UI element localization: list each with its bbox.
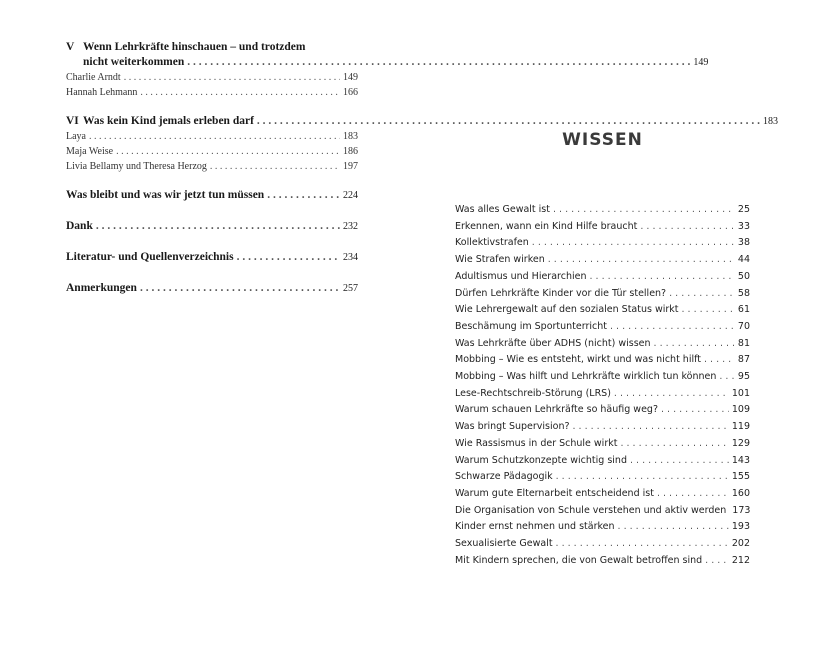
- section-title-line: Wenn Lehrkräfte hinschauen – und trotzdem: [83, 41, 306, 53]
- toc-section-v: [66, 40, 709, 100]
- entry-title: Anmerkungen: [66, 282, 137, 294]
- page-number: 50: [737, 270, 750, 282]
- page-number: 202: [731, 538, 750, 550]
- entry-title: Sexualisierte Gewalt: [455, 538, 553, 550]
- page-number: 143: [731, 454, 750, 466]
- dot-leader: [548, 252, 735, 269]
- section-number: V: [66, 41, 75, 53]
- page-number: 183: [763, 116, 779, 127]
- toc-standalone-entry[interactable]: [66, 188, 358, 203]
- entry-title: Kollektivstrafen: [455, 237, 529, 249]
- entry-title: Lese-Rechtschreib-Störung (LRS): [455, 387, 611, 399]
- entry-title: Was alles Gewalt ist: [455, 204, 550, 215]
- page-number: 234: [343, 252, 358, 263]
- dot-leader: [556, 536, 729, 553]
- entry-title: Warum gute Elternarbeit entscheidend ist: [455, 487, 654, 499]
- wissen-entry[interactable]: [455, 352, 750, 369]
- wissen-list: [455, 202, 750, 569]
- page-number: 155: [731, 471, 750, 483]
- page-number: 101: [731, 387, 750, 399]
- wissen-entry[interactable]: [455, 503, 750, 520]
- dot-leader: [140, 281, 340, 296]
- page-number: 95: [737, 371, 750, 383]
- dot-leader: [719, 369, 735, 386]
- toc-entry[interactable]: [66, 129, 358, 144]
- entry-title: Mit Kindern sprechen, die von Gewalt betroffen sind: [455, 554, 703, 566]
- wissen-entry[interactable]: [455, 453, 750, 470]
- entry-title: Dürfen Lehrkräfte Kinder vor die Tür stellen?: [455, 287, 667, 299]
- wissen-entry[interactable]: [455, 553, 750, 570]
- dot-leader: [620, 436, 728, 453]
- entry-title: Wie Strafen wirken: [455, 254, 545, 266]
- wissen-entry[interactable]: [455, 386, 750, 403]
- section-title: Was kein Kind jemals erleben darf: [83, 115, 254, 127]
- page-number: 109: [731, 404, 750, 416]
- page-number: 193: [731, 521, 750, 533]
- dot-leader: [661, 402, 729, 419]
- page-number: 58: [737, 287, 750, 299]
- dot-leader: [682, 302, 735, 319]
- wissen-entry[interactable]: [455, 219, 750, 236]
- page-number: 257: [343, 283, 358, 294]
- entry-title: Erkennen, wann ein Kind Hilfe braucht: [455, 220, 638, 232]
- page-number: 149: [693, 57, 709, 68]
- dot-leader: [210, 159, 340, 174]
- dot-leader: [532, 235, 735, 252]
- entry-title: Kinder ernst nehmen und stärken: [455, 521, 615, 533]
- page-number: 61: [737, 304, 750, 316]
- dot-leader: [640, 219, 735, 236]
- wissen-entry[interactable]: [455, 419, 750, 436]
- page-number: 197: [343, 161, 358, 172]
- dot-leader: [669, 286, 735, 303]
- page-number: 33: [737, 220, 750, 232]
- dot-leader: [630, 453, 729, 470]
- dot-leader: [705, 553, 729, 570]
- page-number: 70: [737, 320, 750, 332]
- dot-leader: [267, 188, 340, 203]
- page-number: 44: [737, 254, 750, 266]
- wissen-entry[interactable]: [455, 469, 750, 486]
- entry-title: Mobbing – Wie es entsteht, wirkt und was nicht hilft: [455, 354, 702, 366]
- wissen-entry[interactable]: [455, 336, 750, 353]
- page-number: 160: [731, 487, 750, 499]
- wissen-heading: WISSEN: [562, 130, 643, 150]
- dot-leader: [237, 250, 340, 265]
- entry-title: Wie Rassismus in der Schule wirkt: [455, 437, 618, 449]
- section-number: VI: [66, 115, 79, 127]
- section-title-line: nicht weiterkommen: [83, 56, 185, 68]
- wissen-entry[interactable]: [455, 235, 750, 252]
- entry-title: Dank: [66, 220, 93, 232]
- page-number: 119: [731, 421, 750, 433]
- wissen-entry[interactable]: [455, 402, 750, 419]
- page-number: 25: [737, 204, 750, 215]
- dot-leader: [657, 486, 729, 503]
- page-number: 87: [737, 354, 750, 366]
- dot-leader: [124, 70, 340, 85]
- entry-title: Die Organisation von Schule verstehen und aktiv werden: [455, 504, 727, 516]
- dot-leader: [573, 419, 729, 436]
- toc-section-heading[interactable]: [66, 114, 779, 129]
- toc-entry[interactable]: [66, 144, 358, 159]
- dot-leader: [610, 319, 735, 336]
- entry-title: Schwarze Pädagogik: [455, 471, 553, 483]
- page-number: 183: [343, 131, 358, 142]
- entry-title: Hannah Lehmann: [66, 87, 138, 98]
- page-number: 38: [737, 237, 750, 249]
- toc-section-heading[interactable]: [66, 40, 709, 70]
- toc-entry[interactable]: [66, 159, 358, 174]
- page-number: 173: [732, 504, 750, 516]
- page-number: 149: [343, 72, 358, 83]
- entry-title: Was bleibt und was wir jetzt tun müssen: [66, 189, 265, 201]
- page-number: 166: [343, 87, 358, 98]
- page-number: 232: [343, 221, 358, 232]
- page-number: 186: [343, 146, 358, 157]
- entry-title: Was Lehrkräfte über ADHS (nicht) wissen: [455, 337, 651, 349]
- dot-leader: [96, 219, 340, 234]
- dot-leader: [614, 386, 729, 403]
- dot-leader: [553, 202, 735, 219]
- page-number: 81: [737, 337, 750, 349]
- dot-leader: [704, 352, 735, 369]
- dot-leader: [140, 85, 340, 100]
- entry-title: Mobbing – Was hilft und Lehrkräfte wirklich tun können: [455, 371, 717, 383]
- page-number: 129: [731, 437, 750, 449]
- entry-title: Beschämung im Sportunterricht: [455, 320, 608, 332]
- entry-title: Was bringt Supervision?: [455, 421, 570, 433]
- toc-entry[interactable]: [66, 85, 358, 100]
- dot-leader: [187, 55, 690, 70]
- wissen-entry[interactable]: [455, 252, 750, 269]
- toc-standalone-entry[interactable]: [66, 281, 358, 296]
- entry-title: Warum schauen Lehrkräfte so häufig weg?: [455, 404, 658, 416]
- entry-title: Livia Bellamy und Theresa Herzog: [66, 161, 207, 172]
- wissen-entry[interactable]: [455, 486, 750, 503]
- toc-entry[interactable]: [66, 70, 358, 85]
- toc-right-page: [455, 130, 750, 569]
- wissen-entry[interactable]: [455, 436, 750, 453]
- dot-leader: [116, 144, 340, 159]
- wissen-entry[interactable]: [455, 202, 750, 219]
- dot-leader: [589, 269, 734, 286]
- wissen-entry[interactable]: [455, 286, 750, 303]
- toc-standalone-entry[interactable]: [66, 219, 358, 234]
- entry-title: Maja Weise: [66, 146, 114, 157]
- dot-leader: [89, 129, 340, 144]
- wissen-entry[interactable]: [455, 369, 750, 386]
- entry-title: Adultismus und Hierarchien: [455, 270, 587, 282]
- entry-title: Warum Schutzkonzepte wichtig sind: [455, 454, 627, 466]
- entry-title: Literatur- und Quellenverzeichnis: [66, 251, 234, 263]
- wissen-entry[interactable]: [455, 302, 750, 319]
- page-number: 224: [343, 190, 358, 201]
- dot-leader: [556, 469, 729, 486]
- entry-title: Charlie Arndt: [66, 72, 121, 83]
- entry-title: Wie Lehrergewalt auf den sozialen Status wirkt: [455, 304, 679, 316]
- page-number: 212: [731, 554, 750, 566]
- toc-standalone-entry[interactable]: [66, 250, 358, 265]
- wissen-entry[interactable]: [455, 536, 750, 553]
- wissen-entry[interactable]: [455, 519, 750, 536]
- dot-leader: [654, 336, 735, 353]
- wissen-entry[interactable]: [455, 269, 750, 286]
- dot-leader: [618, 519, 729, 536]
- dot-leader: [257, 114, 760, 129]
- wissen-entry[interactable]: [455, 319, 750, 336]
- entry-title: Laya: [66, 131, 86, 142]
